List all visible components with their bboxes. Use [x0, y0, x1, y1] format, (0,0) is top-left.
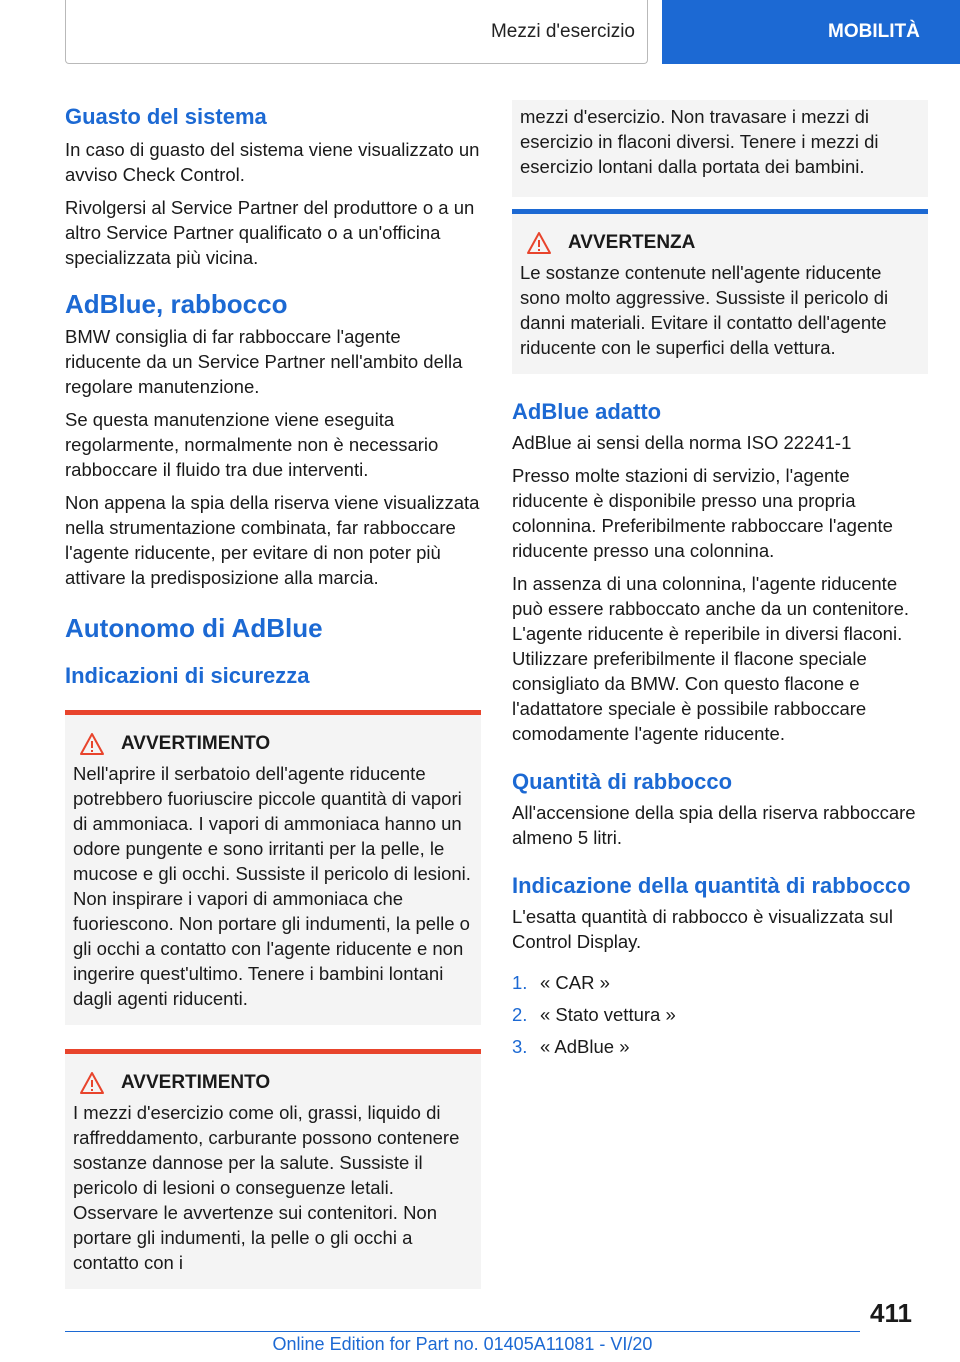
adatto-para-1: AdBlue ai sensi della norma ISO 22241-1	[512, 432, 852, 453]
chapter-label: MOBILITÀ	[828, 21, 920, 42]
warning-triangle-icon	[79, 732, 105, 756]
guasto-para-2: Rivolgersi al Service Partner del produttore o a un altro Service Partner qualificato o a un'officina specializzata più vicina.	[65, 197, 475, 268]
indicazione-heading: Indicazione della quantità di rabbocco	[512, 873, 911, 898]
warning-title-1	[73, 731, 473, 757]
list-item	[512, 970, 928, 995]
chapter-tab[interactable]	[662, 0, 960, 64]
adblue-para-3: Non appena la spia della riserva viene visualizzata nella strumentazione combinata, far rabboccare l'agente riducente, per evitare di non poter più attivare la predisposizione alla marcia.	[65, 492, 480, 588]
guasto-heading: Guasto del sistema	[65, 104, 267, 129]
warning-box-2	[65, 1049, 481, 1289]
right-column	[512, 100, 928, 1066]
warning-text-2: I mezzi d'esercizio come oli, grassi, liquido di raffreddamento, carburante possono contenere sostanze dannose per la salute. Sussiste il pericolo di lesioni o conseguenze letali. Osservare le avvertenze sui contenitori. Non portare gli indumenti, la pelle o gli occhi a contatto con i	[73, 1102, 460, 1273]
step-text: « Stato vettura »	[540, 1004, 676, 1025]
step-number: 3.	[512, 1036, 528, 1057]
notice-text: Le sostanze contenute nell'agente riducente sono molto aggressive. Sussiste il pericolo di danni materiali. Evitare il contatto dell'agente riducente con le superfici della vettura.	[520, 262, 889, 358]
indicazione-para: L'esatta quantità di rabbocco è visualizzata sul Control Display.	[512, 906, 893, 952]
notice-box	[512, 209, 928, 374]
adblue-heading: AdBlue, rabbocco	[65, 289, 288, 319]
step-number: 1.	[512, 972, 528, 993]
sicurezza-heading: Indicazioni di sicurezza	[65, 663, 310, 688]
section-label: Mezzi d'esercizio	[490, 20, 635, 42]
notice-title-text: AVVERTENZA	[568, 232, 696, 253]
autonomo-heading: Autonomo di AdBlue	[65, 613, 323, 643]
footer-divider	[65, 1331, 860, 1332]
steps-list	[512, 970, 928, 1059]
step-text: « AdBlue »	[540, 1036, 630, 1057]
header-section-title	[65, 0, 648, 64]
adatto-heading: AdBlue adatto	[512, 399, 662, 424]
page-number: 411	[870, 1298, 912, 1328]
quantita-para: All'accensione della spia della riserva rabboccare almeno 5 litri.	[512, 802, 916, 848]
warning-title-text-2: AVVERTIMENTO	[121, 1072, 271, 1093]
warning-title-2	[73, 1070, 473, 1096]
notice-title	[520, 230, 920, 256]
warning-text-1: Nell'aprire il serbatoio dell'agente riducente potrebbero fuoriuscire piccole quantità di vapori di ammoniaca. I vapori di ammoniaca hanno un odore pungente e sono irritanti per la pelle, le mucose e gli occhi. Sussiste il pericolo di lesioni. Non inspirare i vapori di ammoniaca che fuoriescono. Non portare gli indumenti, la pelle o gli occhi a contatto con l'agente riducente e non ingerire quest'ultimo. Tenere i bambini lontani dagli agenti riducenti.	[73, 763, 471, 1009]
footer-edition: Online Edition for Part no. 01405A11081 - VI/20	[272, 1334, 653, 1354]
quantita-heading: Quantità di rabbocco	[512, 769, 733, 794]
step-text: « CAR »	[540, 972, 610, 993]
adatto-para-3: In assenza di una colonnina, l'agente riducente può essere rabboccato anche da un contenitore. L'agente riducente è reperibile in diversi flaconi. Utilizzare preferibilmente il flacone speciale consigliato da BMW. Con questo flacone e l'adattatore speciale è possibile rabboccare comodamente l'agente riducente.	[512, 573, 910, 744]
step-number: 2.	[512, 1004, 528, 1025]
warning-box-1	[65, 710, 481, 1025]
warning-continuation-text: mezzi d'esercizio. Non travasare i mezzi di esercizio in flaconi diversi. Tenere i mezzi di esercizio lontani dalla portata dei bambini.	[520, 106, 879, 177]
adblue-para-2: Se questa manutenzione viene eseguita regolarmente, normalmente non è necessario rabboccare il fluido tra due interventi.	[65, 409, 439, 480]
warning-triangle-icon	[526, 231, 552, 255]
left-column	[65, 100, 481, 1289]
guasto-para-1: In caso di guasto del sistema viene visualizzato un avviso Check Control.	[65, 139, 480, 185]
list-item	[512, 1034, 928, 1059]
warning-title-text-1: AVVERTIMENTO	[121, 733, 271, 754]
adblue-para-1: BMW consiglia di far rabboccare l'agente riducente da un Service Partner nell'ambito della regolare manutenzione.	[65, 326, 463, 397]
list-item	[512, 1002, 928, 1027]
adatto-para-2: Presso molte stazioni di servizio, l'agente riducente è disponibile presso una propria colonnina. Preferibilmente rabboccare l'agente riducente presso una colonnina.	[512, 465, 893, 561]
warning-triangle-icon	[79, 1071, 105, 1095]
warning-continuation-box	[512, 100, 928, 197]
